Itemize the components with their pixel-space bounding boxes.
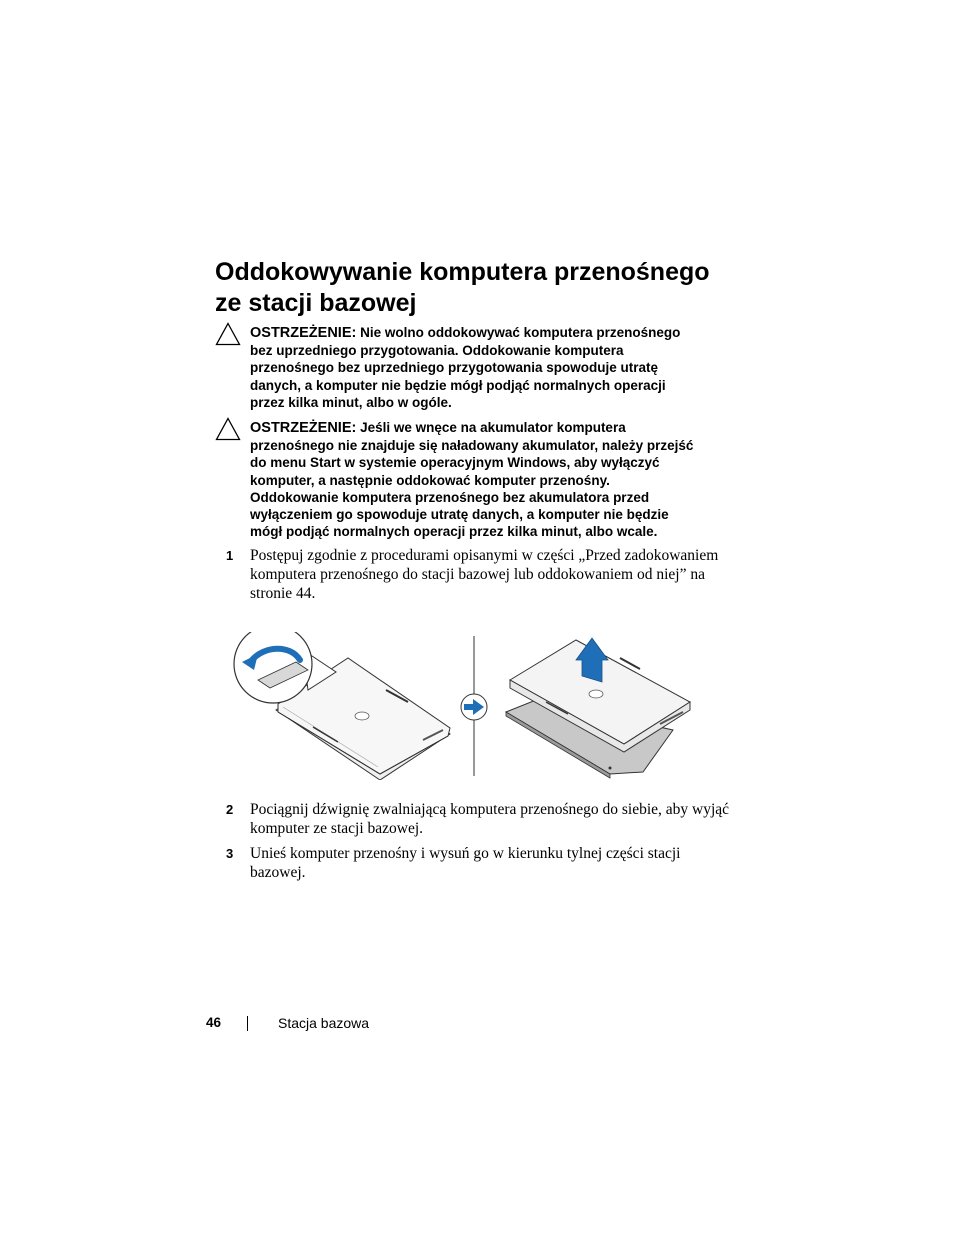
warning-line: Oddokowanie komputera przenośnego bez akumulatora przed — [250, 489, 650, 505]
warning-line: wyłączeniem go spowoduje utratę danych, a komputer nie będzie — [250, 507, 669, 523]
warning-line: komputer, a następnie oddokować komputer przenośny. — [250, 472, 610, 488]
warning-label: OSTRZEŻENIE: — [250, 325, 357, 341]
step-line: komputera przenośnego do stacji bazowej lub oddokowaniem od niej” na — [250, 566, 705, 583]
footer-separator — [247, 1016, 248, 1031]
step-text — [250, 844, 720, 882]
step-line: Postępuj zgodnie z procedurami opisanymi w części „Przed zadokowaniem — [250, 547, 719, 564]
step-number: 3 — [226, 846, 234, 861]
warning-triangle-icon — [215, 417, 241, 441]
warning-line: do menu Start w systemie operacyjnym Windows, aby wyłączyć — [250, 455, 660, 471]
undock-illustration — [228, 632, 703, 780]
step-text — [250, 800, 730, 838]
step-line: Pociągnij dźwignię zwalniającą komputera przenośnego do siebie, aby wyjąć — [250, 801, 730, 818]
warning-line: przenośnego nie znajduje się naładowany akumulator, należy przejść — [250, 438, 694, 454]
step-line: bazowej. — [250, 864, 306, 881]
page-title — [215, 257, 755, 319]
warning-line: Nie wolno oddokowywać komputera przenośnego — [360, 325, 681, 340]
page-number: 46 — [206, 1015, 222, 1030]
warning-label: OSTRZEŻENIE: — [250, 420, 357, 436]
section-name: Stacja bazowa — [278, 1015, 370, 1031]
step-number: 1 — [226, 548, 234, 563]
step-text — [250, 546, 720, 603]
warning-line: przez kilka minut, albo w ogóle. — [250, 394, 452, 410]
warning-line: Jeśli we wnęce na akumulator komputera — [360, 420, 626, 435]
warning-triangle-icon — [215, 322, 241, 346]
warning-line: danych, a komputer nie będzie mógł podjąć normalnych operacji — [250, 377, 666, 393]
warning-text — [250, 419, 730, 540]
step-line: Unieś komputer przenośny i wysuń go w kierunku tylnej części stacji — [250, 845, 681, 862]
page-title-line-1: Oddokowywanie komputera przenośnego — [215, 258, 710, 286]
step-line: komputer ze stacji bazowej. — [250, 820, 424, 837]
step-line: stronie 44. — [250, 585, 316, 602]
warning-line: bez uprzedniego przygotowania. Oddokowanie komputera — [250, 343, 624, 359]
warning-text — [250, 324, 730, 411]
warning-line: przenośnego bez uprzedniego przygotowania spowoduje utratę — [250, 360, 659, 376]
warning-line: mógł podjąć normalnych operacji przez kilka minut, albo wcale. — [250, 524, 658, 540]
page-title-line-2: ze stacji bazowej — [215, 289, 417, 317]
step-number: 2 — [226, 802, 234, 817]
next-arrow-icon — [461, 694, 487, 720]
